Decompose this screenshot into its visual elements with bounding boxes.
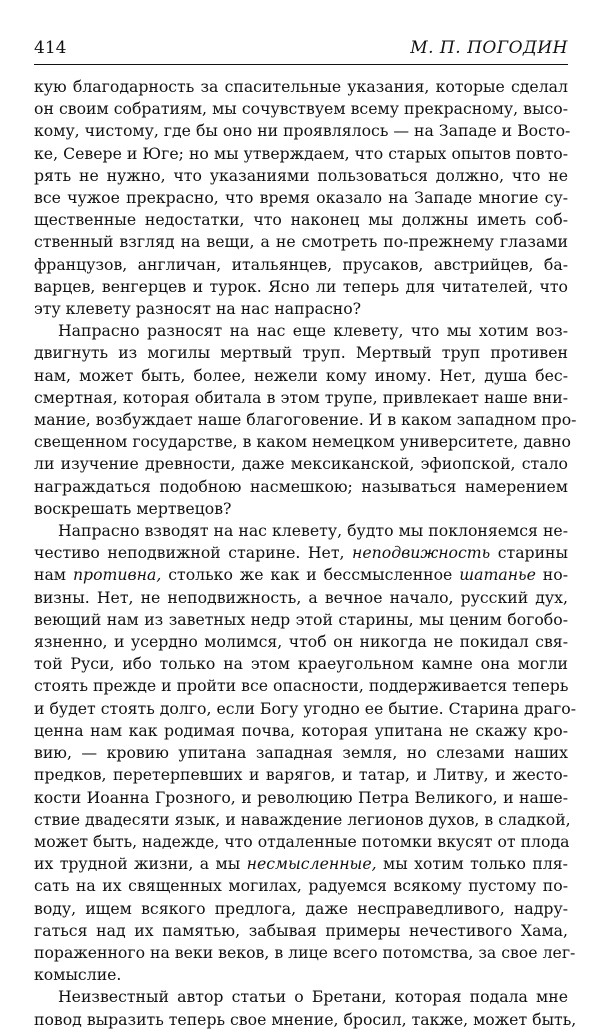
text-line <box>34 542 568 564</box>
paragraph <box>34 320 577 520</box>
text-line: эту клевету разносят на нас напрасно? <box>34 299 362 319</box>
text-line: вию, — кровию упитана западная земля, но слезами наших <box>34 743 568 763</box>
text-line: рять не нужно, что указаниями пользоваться должно, что не <box>34 165 568 185</box>
page-header <box>34 38 568 65</box>
text-line: двигнуть из могилы мертвый труп. Мертвый труп противен <box>34 343 568 363</box>
text-line: ствие двадесяти язык, и наваждение легионов духов, в сладкой, <box>34 809 571 829</box>
text-line: и будет стоять долго, если Богу угодно ее бытие. Старина драго- <box>34 698 576 718</box>
text-line: кости Иоанна Грозного, и революцию Петра Великого, и наше- <box>34 787 568 807</box>
text-line: свещенном государстве, в каком немецком университете, давно <box>34 432 571 452</box>
text-line: может быть, надежде, что отдаленные потомки вкусят от плода <box>34 831 570 851</box>
text-line <box>34 853 568 875</box>
text-run: честиво неподвижной старине. Нет, <box>34 543 353 563</box>
text-line: он своим собратиям, мы сочувствуем всему прекрасному, высо- <box>34 99 568 119</box>
text-line: ственный взгляд на вещи, а не смотреть по-прежнему глазами <box>34 232 568 252</box>
text-line: нам, может быть, более, нежели кому иному. Нет, душа бес- <box>34 365 568 385</box>
text-line <box>34 564 568 586</box>
text-line: все чужое прекрасно, что время оказало на Западе многие су- <box>34 188 568 208</box>
text-line: Неизвестный автор статьи о Бретани, которая подала мне <box>58 987 568 1007</box>
text-run: их трудной жизни, а мы <box>34 854 247 874</box>
text-run: мы хотим только пля- <box>376 854 568 874</box>
text-line: воскрешать мертвецов? <box>34 498 232 518</box>
text-line: смертная, которая обитала в этом трупе, привлекает наше вни- <box>34 387 568 407</box>
text-line: кую благодарность за спасительные указания, которые сделал <box>34 77 568 96</box>
text-line: Напрасно разносят на нас еще клевету, что мы хотим воз- <box>58 321 568 341</box>
text-line: воду, ищем всякого предлога, даже несправедливого, надру- <box>34 898 568 918</box>
text-line: ке, Севере и Юге; но мы утверждаем, что старых опытов повто- <box>34 143 568 163</box>
paragraph <box>34 76 571 320</box>
text-line: ценна нам как родимая почва, которая упитана не скажу кро- <box>34 720 568 740</box>
text-line: награждаться подобною насмешкою; называться намерением <box>34 476 568 496</box>
text-run: нам <box>34 565 73 585</box>
text-line: сать на их священных могилах, радуемся всякому пустому по- <box>34 876 568 896</box>
italic-word: шатанье <box>459 565 536 585</box>
text-line: французов, англичан, итальянцев, прусаков, австрийцев, ба- <box>34 254 568 274</box>
paragraph <box>34 986 577 1030</box>
text-line: варцев, венгерцев и турок. Ясно ли теперь для читателей, что <box>34 276 568 296</box>
running-head: М. П. ПОГОДИН <box>410 38 568 58</box>
text-line: пораженного на веки веков, в лице всего потомства, за свое лег- <box>34 942 576 962</box>
text-run: но- <box>535 565 568 585</box>
italic-word: противна, <box>72 565 162 585</box>
text-line: кому, чистому, где бы оно ни проявлялось — на Западе и Восто- <box>34 121 571 141</box>
italic-word: несмысленные, <box>246 854 377 874</box>
text-line: стоять прежде и пройти все опасности, поддерживается теперь <box>34 676 569 696</box>
text-line: ли изучение древности, даже мексиканской, эфиопской, стало <box>34 454 568 474</box>
text-line: комыслие. <box>34 965 122 985</box>
italic-word: неподвижность <box>352 543 491 563</box>
text-line: предков, перетерпевших и варягов, и татар, и Литву, и жесто- <box>34 765 568 785</box>
text-line: язненно, и усердно молимся, чтоб он никогда не покидал свя- <box>34 632 568 652</box>
text-line: повод выразить теперь свое мнение, бросил, также, может быть, <box>34 1009 577 1029</box>
body-text <box>34 76 577 1031</box>
text-line: гаться над их памятью, забывая примеры нечестивого Хама, <box>34 920 568 940</box>
text-line: той Руси, ибо только на этом краеугольном камне она могли <box>34 654 568 674</box>
page-number: 414 <box>34 38 67 58</box>
text-run: старины <box>490 543 568 563</box>
text-line: веющий нам из заветных недр этой старины, мы ценим богобо- <box>34 609 568 629</box>
text-line: Напрасно взводят на нас клевету, будто мы поклоняемся не- <box>58 521 568 541</box>
paragraph <box>34 520 576 986</box>
text-line: мание, возбуждает наше благоговение. И в каком западном про- <box>34 410 577 430</box>
text-line: визны. Нет, не неподвижность, а вечное начало, русский дух, <box>34 587 568 607</box>
text-run: столько же как и бессмысленное <box>161 565 460 585</box>
text-line: щественные недостатки, что наконец мы должны иметь соб- <box>34 210 568 230</box>
